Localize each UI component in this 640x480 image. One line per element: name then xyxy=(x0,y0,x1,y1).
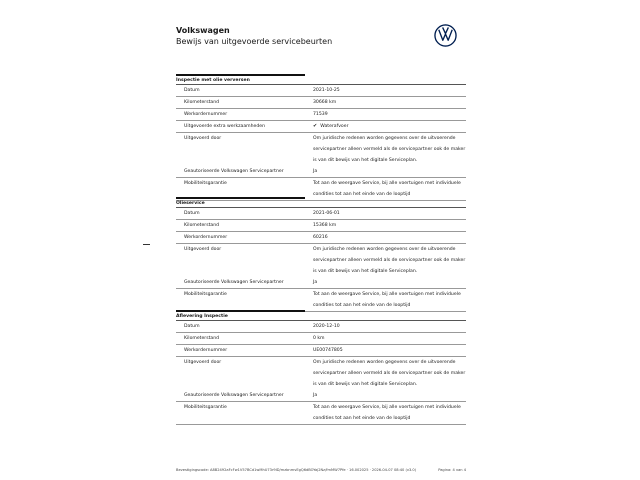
row-value: Ja xyxy=(313,168,318,174)
table-row xyxy=(176,333,466,345)
table-row xyxy=(176,244,466,277)
row-label: Mobiliteitsgarantie xyxy=(184,404,227,410)
row-label: Uitgevoerd door xyxy=(184,135,222,141)
row-label: Geautoriseerde Volkswagen Servicepartner xyxy=(184,392,284,398)
row-value: 30668 km xyxy=(313,99,337,105)
row-label: Datum xyxy=(184,87,200,93)
table-row xyxy=(176,121,466,133)
row-value: 60216 xyxy=(313,234,328,240)
row-value: Ja xyxy=(313,392,318,398)
table-row xyxy=(176,289,466,312)
table-row xyxy=(176,232,466,244)
row-value: Tot aan de weergave Service, bij alle voertuigen met individuele condities tot aan het einde van de looptijd xyxy=(313,291,461,308)
row-label: Kilometerstand xyxy=(184,335,220,341)
table-row xyxy=(176,390,466,402)
check-icon: ✔ xyxy=(313,122,318,129)
row-label: Geautoriseerde Volkswagen Servicepartner xyxy=(184,168,284,174)
row-label: Uitgevoerde extra werkzaamheden xyxy=(184,123,266,129)
row-value: 15368 km xyxy=(313,222,337,228)
page-number: Pagina: 4 van 4 xyxy=(438,468,466,472)
row-label: Datum xyxy=(184,323,200,329)
row-label: Mobiliteitsgarantie xyxy=(184,291,227,297)
row-label: Werkordernummer xyxy=(184,234,228,240)
volkswagen-logo-icon xyxy=(434,24,457,47)
table-row xyxy=(176,97,466,109)
row-value: Ja xyxy=(313,279,318,285)
table-row xyxy=(176,277,466,289)
table-row xyxy=(176,85,466,97)
row-value: 71539 xyxy=(313,111,328,117)
row-value: 0 km xyxy=(313,335,325,341)
brand-title: Volkswagen xyxy=(176,26,230,35)
table-row xyxy=(176,220,466,232)
table-row xyxy=(176,208,466,220)
table-row xyxy=(176,133,466,166)
confirmation-code: Bevestigingscode: A8B2492aFcFw1V57BCd1wMhU73r9ID/mzbnmvEgQ6dBOYaj2Nz/fmMW7Pfe · 16.002025 · 2026-04-07 08:40 (v3.0) xyxy=(176,468,417,472)
row-label: Kilometerstand xyxy=(184,222,220,228)
table-row xyxy=(176,109,466,121)
row-label: Datum xyxy=(184,210,200,216)
section-title: Aflevering Inspectie xyxy=(176,312,466,321)
document-subtitle: Bewijs van uitgevoerde servicebeurten xyxy=(176,37,333,46)
row-label: Geautoriseerde Volkswagen Servicepartner xyxy=(184,279,284,285)
table-row xyxy=(176,402,466,425)
row-value: Waterafvoer xyxy=(320,123,349,129)
row-label: Werkordernummer xyxy=(184,347,228,353)
row-value: UE00747805 xyxy=(313,347,343,353)
section-title: Olieservice xyxy=(176,199,466,208)
service-section xyxy=(176,74,466,201)
section-title: Inspectie met olie verversen xyxy=(176,76,466,85)
row-value: Om juridische redenen worden gegevens over de uitvoerende servicepartner alleen vermeld als de servicepartner ook de maker is van dit bewijs van het digitale Serviceplan. xyxy=(313,135,466,163)
row-value: Om juridische redenen worden gegevens over de uitvoerende servicepartner alleen vermeld als de servicepartner ook de maker is van dit bewijs van het digitale Serviceplan. xyxy=(313,246,466,274)
row-label: Werkordernummer xyxy=(184,111,228,117)
row-label: Uitgevoerd door xyxy=(184,359,222,365)
table-row xyxy=(176,345,466,357)
row-value: Om juridische redenen worden gegevens over de uitvoerende servicepartner alleen vermeld als de servicepartner ook de maker is van dit bewijs van het digitale Serviceplan. xyxy=(313,359,466,387)
row-value: 2020-12-10 xyxy=(313,323,340,329)
service-section xyxy=(176,310,466,425)
margin-mark xyxy=(143,244,150,245)
row-value: Tot aan de weergave Service, bij alle voertuigen met individuele condities tot aan het einde van de looptijd xyxy=(313,404,461,421)
row-label: Uitgevoerd door xyxy=(184,246,222,252)
table-row xyxy=(176,166,466,178)
table-row xyxy=(176,321,466,333)
row-value: 2021-10-25 xyxy=(313,87,340,93)
row-value: 2021-06-01 xyxy=(313,210,340,216)
row-label: Kilometerstand xyxy=(184,99,220,105)
table-row xyxy=(176,357,466,390)
row-value: Tot aan de weergave Service, bij alle voertuigen met individuele condities tot aan het einde van de looptijd xyxy=(313,180,461,197)
service-section xyxy=(176,197,466,312)
row-label: Mobiliteitsgarantie xyxy=(184,180,227,186)
